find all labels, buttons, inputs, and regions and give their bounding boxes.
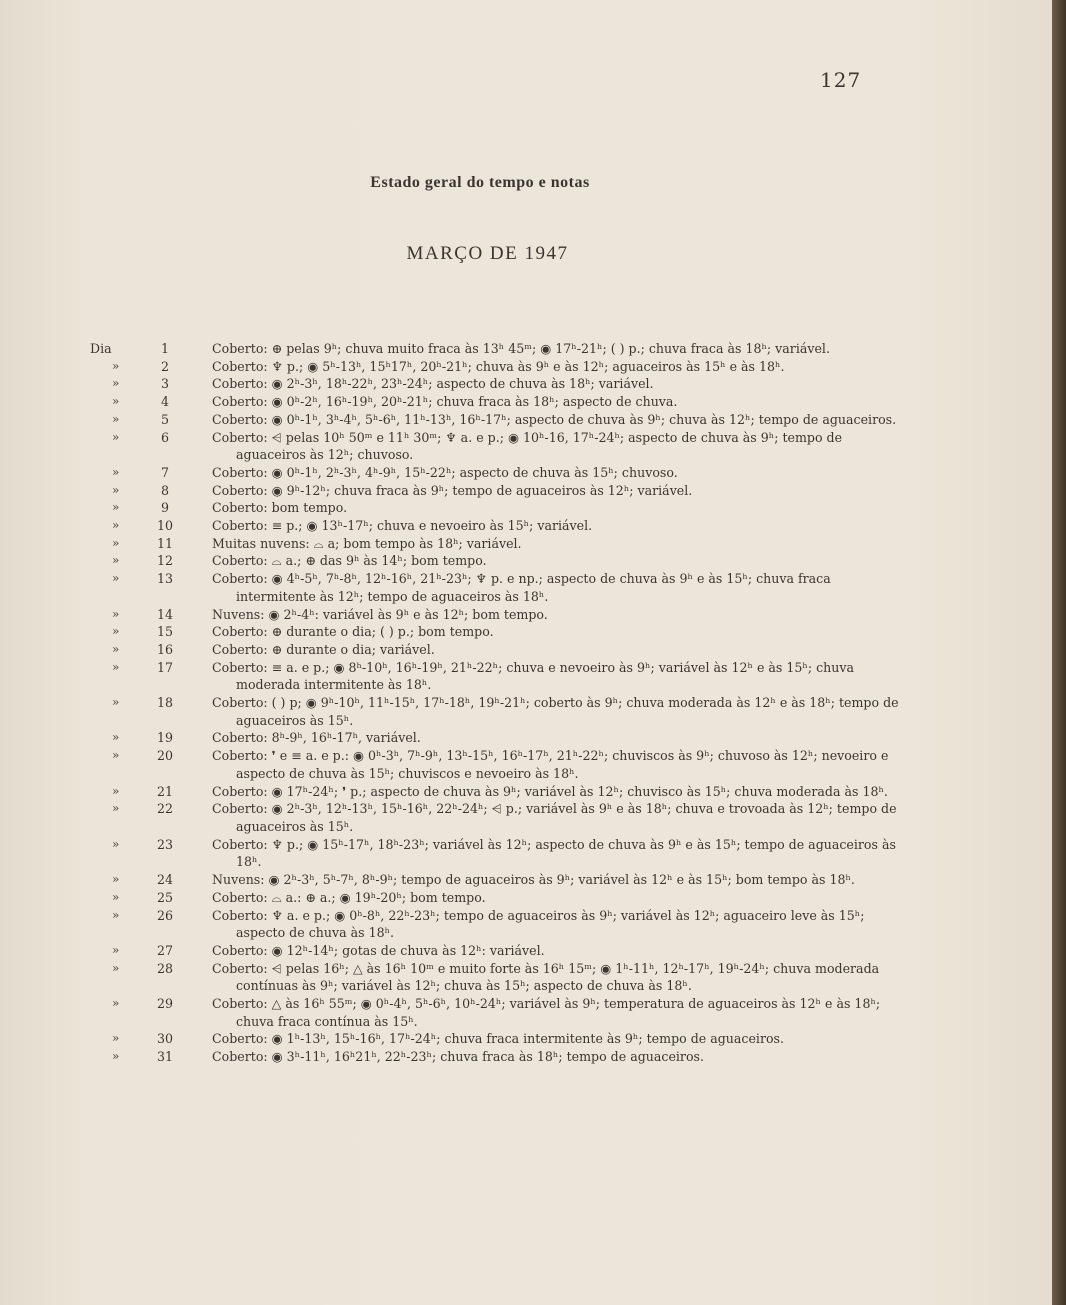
entry-row [0,694,1050,729]
entry-row [0,429,1050,464]
entry-row [0,942,1050,960]
section-title: Estado geral do tempo e notas [370,174,590,191]
day-number: 27 [156,942,174,958]
ditto-mark: » [112,960,120,975]
day-number: 6 [160,429,169,445]
daily-entries-list [0,340,1050,1066]
weather-note: Coberto: ◉ 12ʰ-14ʰ; gotas de chuva às 12ʰ: variável. [212,942,545,958]
entry-row [0,517,1050,535]
ditto-mark: » [112,535,120,550]
day-number: 20 [156,748,174,764]
weather-note: Coberto: ◉ 0ʰ-1ʰ, 3ʰ-4ʰ, 5ʰ-6ʰ, 11ʰ-13ʰ, 16ʰ-17ʰ; aspecto de chuva às 9ʰ; chuva às 12ʰ; tempo de aguaceiros. [212,411,897,427]
day-number: 13 [156,571,174,587]
ditto-mark: » [112,836,120,851]
entry-row [0,641,1050,659]
day-number: 11 [156,535,174,551]
entry-row [0,606,1050,624]
entry-row [0,375,1050,393]
weather-note: Coberto: ◉ 4ʰ-5ʰ, 7ʰ-8ʰ, 12ʰ-16ʰ, 21ʰ-23ʰ; ♆ p. e np.; aspecto de chuva às 9ʰ e às 15ʰ; chuva fraca intermitente às 12ʰ; tempo de aguaceiros às 18ʰ. [212,571,835,604]
ditto-mark: » [112,801,120,816]
day-number: 10 [156,518,174,534]
weather-note: Coberto: ◉ 2ʰ-3ʰ, 18ʰ-22ʰ, 23ʰ-24ʰ; aspecto de chuva às 18ʰ; variável. [212,376,654,392]
day-number: 9 [160,500,169,516]
book-binding-edge [1052,0,1066,1305]
ditto-mark: » [112,571,120,586]
ditto-mark: » [112,376,120,391]
entry-row [0,995,1050,1030]
ditto-mark: » [112,624,120,639]
entry-row [0,1048,1050,1066]
day-number: 7 [160,464,169,480]
ditto-mark: » [112,889,120,904]
weather-note: Coberto: ◉ 17ʰ-24ʰ; ❜ p.; aspecto de chuva às 9ʰ; variável às 12ʰ; chuvisco às 15ʰ; chuva moderada às 18ʰ. [212,783,888,799]
ditto-mark: » [112,996,120,1011]
ditto-mark: » [112,411,120,426]
entry-row [0,570,1050,605]
weather-note: Muitas nuvens: ⌓ a; bom tempo às 18ʰ; variável. [212,535,522,551]
day-number: 4 [160,394,169,410]
weather-note: Coberto: ◉ 3ʰ-11ʰ, 16ʰ21ʰ, 22ʰ-23ʰ; chuva fraca às 18ʰ; tempo de aguaceiros. [212,1049,704,1065]
entry-row [0,411,1050,429]
entry-row [0,907,1050,942]
weather-note: Coberto: bom tempo. [212,500,348,516]
weather-note: Coberto: ♆ p.; ◉ 5ʰ-13ʰ, 15ʰ17ʰ, 20ʰ-21ʰ; chuva às 9ʰ e às 12ʰ; aguaceiros às 15ʰ e às 18ʰ. [212,358,785,374]
weather-note: Coberto: ≡ p.; ◉ 13ʰ-17ʰ; chuva e nevoeiro às 15ʰ; variável. [212,518,593,534]
entry-row [0,499,1050,517]
entry-row [0,1030,1050,1048]
entry-row [0,836,1050,871]
weather-note: Coberto: ◉ 0ʰ-1ʰ, 2ʰ-3ʰ, 4ʰ-9ʰ, 15ʰ-22ʰ; aspecto de chuva às 15ʰ; chuvoso. [212,464,678,480]
ditto-mark: » [112,748,120,763]
day-number: 26 [156,907,174,923]
entry-row [0,960,1050,995]
weather-note: Coberto: ❜ e ≡ a. e p.: ◉ 0ʰ-3ʰ, 7ʰ-9ʰ, 13ʰ-15ʰ, 16ʰ-17ʰ, 21ʰ-22ʰ; chuviscos às 9ʰ; chuvoso às 12ʰ; nevoeiro e aspecto de chuva às 15ʰ; chuviscos e nevoeiro às 18ʰ. [212,748,893,781]
day-number: 19 [156,730,174,746]
ditto-mark: » [112,394,120,409]
ditto-mark: » [112,606,120,621]
day-number: 23 [156,836,174,852]
day-number: 17 [156,659,174,675]
day-number: 8 [160,482,169,498]
day-number: 21 [156,783,174,799]
weather-note: Coberto: ♆ a. e p.; ◉ 0ʰ-8ʰ, 22ʰ-23ʰ; tempo de aguaceiros às 9ʰ; variável às 12ʰ; aguaceiro leve às 15ʰ; aspecto de chuva às 18ʰ. [212,907,869,941]
day-number: 31 [156,1049,174,1065]
day-number: 1 [160,341,169,356]
entry-row [0,464,1050,482]
entry-row [0,871,1050,889]
weather-note: Coberto: ⩤ pelas 10ʰ 50ᵐ e 11ʰ 30ᵐ; ♆ a. e p.; ◉ 10ʰ-16, 17ʰ-24ʰ; aspecto de chuva às 9ʰ; tempo de aguaceiros às 12ʰ; chuvoso. [212,429,847,463]
month-title: MARÇO DE 1947 [406,243,569,264]
entry-row [0,340,1050,358]
entry-row [0,889,1050,907]
ditto-mark: » [112,730,120,745]
entry-row [0,482,1050,500]
ditto-mark: » [112,464,120,479]
day-number: 12 [156,553,174,569]
ditto-mark: » [112,695,120,710]
entry-row [0,552,1050,570]
day-number: 18 [156,695,174,711]
entry-row [0,747,1050,782]
day-number: 22 [156,801,174,817]
ditto-mark: » [112,907,120,922]
entry-row [0,535,1050,553]
weather-note: Coberto: ♆ p.; ◉ 15ʰ-17ʰ, 18ʰ-23ʰ; variável às 12ʰ; aspecto de chuva às 9ʰ e às 15ʰ; tempo de aguaceiros às 18ʰ. [212,836,900,870]
ditto-mark: » [112,1031,120,1046]
weather-note: Coberto: ◉ 0ʰ-2ʰ, 16ʰ-19ʰ, 20ʰ-21ʰ; chuva fraca às 18ʰ; aspecto de chuva. [212,394,678,410]
ditto-mark: » [112,783,120,798]
ditto-mark: » [112,641,120,656]
weather-note: Coberto: ≡ a. e p.; ◉ 8ʰ-10ʰ, 16ʰ-19ʰ, 21ʰ-22ʰ; chuva e nevoeiro às 9ʰ; variável às 12ʰ e às 15ʰ; chuva moderada intermitente às 18ʰ. [212,659,859,693]
entry-row [0,659,1050,694]
day-number: 25 [156,889,174,905]
day-column-label: Dia [90,341,112,356]
ditto-mark: » [112,872,120,887]
weather-note: Coberto: ⌓ a.: ⊕ a.; ◉ 19ʰ-20ʰ; bom tempo. [212,889,486,905]
ditto-mark: » [112,482,120,497]
weather-note: Coberto: ◉ 2ʰ-3ʰ, 12ʰ-13ʰ, 15ʰ-16ʰ, 22ʰ-24ʰ; ⩤ p.; variável às 9ʰ e às 18ʰ; chuva e trovoada às 12ʰ; tempo de aguaceiros às 15ʰ. [212,801,901,834]
weather-note: Coberto: ◉ 9ʰ-12ʰ; chuva fraca às 9ʰ; tempo de aguaceiros às 12ʰ; variável. [212,482,693,498]
weather-note: Coberto: ⌓ a.; ⊕ das 9ʰ às 14ʰ; bom tempo. [212,553,487,569]
weather-note: Coberto: ⩤ pelas 16ʰ; △ às 16ʰ 10ᵐ e muito forte às 16ʰ 15ᵐ; ◉ 1ʰ-11ʰ, 12ʰ-17ʰ, 19ʰ-24ʰ; chuva moderada contínuas às 9ʰ; variável às 12ʰ; chuva às 15ʰ; aspecto de chuva às 18ʰ. [212,960,884,994]
day-number: 30 [156,1031,174,1047]
weather-note: Nuvens: ◉ 2ʰ-4ʰ: variável às 9ʰ e às 12ʰ; bom tempo. [212,606,548,622]
page-number: 127 [820,68,862,92]
entry-row [0,800,1050,835]
weather-note: Nuvens: ◉ 2ʰ-3ʰ, 5ʰ-7ʰ, 8ʰ-9ʰ; tempo de aguaceiros às 9ʰ; variável às 12ʰ e às 15ʰ; bom tempo às 18ʰ. [212,872,855,888]
entry-row [0,358,1050,376]
day-number: 29 [156,996,174,1012]
day-number: 15 [156,624,174,640]
weather-note: Coberto: ⊕ durante o dia; ( ) p.; bom tempo. [212,624,494,640]
ditto-mark: » [112,553,120,568]
ditto-mark: » [112,1049,120,1064]
ditto-mark: » [112,500,120,515]
entry-row [0,623,1050,641]
entry-row [0,393,1050,411]
ditto-mark: » [112,518,120,533]
ditto-mark: » [112,429,120,444]
weather-note: Coberto: ( ) p; ◉ 9ʰ-10ʰ, 11ʰ-15ʰ, 17ʰ-18ʰ, 19ʰ-21ʰ; coberto às 9ʰ; chuva moderada às 12ʰ e às 18ʰ; tempo de aguaceiros às 15ʰ. [212,695,903,728]
day-number: 28 [156,960,174,976]
ditto-mark: » [112,358,120,373]
day-number: 14 [156,606,174,622]
day-number: 16 [156,641,174,657]
weather-note: Coberto: ⊕ pelas 9ʰ; chuva muito fraca às 13ʰ 45ᵐ; ◉ 17ʰ-21ʰ; ( ) p.; chuva fraca às 18ʰ; variável. [212,341,830,356]
day-number: 2 [160,358,169,374]
ditto-mark: » [112,659,120,674]
day-number: 5 [160,411,169,427]
day-number: 24 [156,872,174,888]
entry-row [0,729,1050,747]
weather-note: Coberto: 8ʰ-9ʰ, 16ʰ-17ʰ, variável. [212,730,421,746]
weather-note: Coberto: ◉ 1ʰ-13ʰ, 15ʰ-16ʰ, 17ʰ-24ʰ; chuva fraca intermitente às 9ʰ; tempo de aguaceiros. [212,1031,785,1047]
weather-note: Coberto: △ às 16ʰ 55ᵐ; ◉ 0ʰ-4ʰ, 5ʰ-6ʰ, 10ʰ-24ʰ; variável às 9ʰ; temperatura de aguaceiros às 12ʰ e às 18ʰ; chuva fraca contínua às 15ʰ. [212,996,885,1029]
ditto-mark: » [112,942,120,957]
weather-note: Coberto: ⊕ durante o dia; variável. [212,641,435,657]
day-number: 3 [160,376,169,392]
entry-row [0,783,1050,801]
